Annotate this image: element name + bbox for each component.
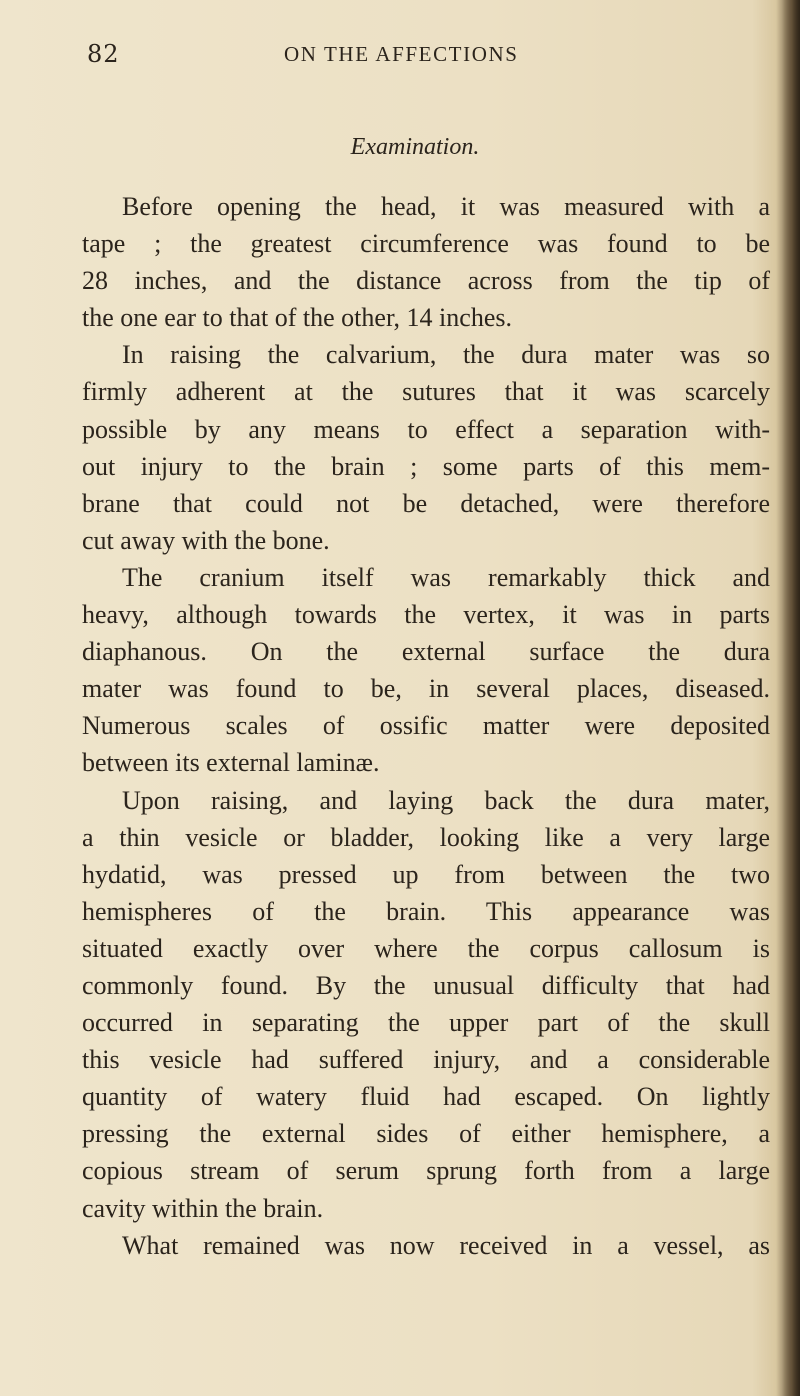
body-line: hemispheres of the brain. This appearance was (82, 896, 770, 926)
body-line: hydatid, was pressed up from between the two (82, 859, 770, 889)
body-text (82, 188, 770, 1264)
page-edge-shadow (782, 0, 800, 1396)
body-line: cut away with the bone. (82, 525, 330, 555)
body-line: brane that could not be detached, were therefore (82, 488, 770, 518)
section-title: Examination. (350, 134, 480, 160)
body-line: a thin vesicle or bladder, looking like a very large (82, 822, 770, 852)
body-line: Before opening the head, it was measured with a (122, 192, 770, 221)
body-line: between its external laminæ. (82, 748, 380, 778)
body-line: What remained was now received in a vessel, as (122, 1230, 770, 1260)
body-line: out injury to the brain ; some parts of this mem- (82, 451, 770, 481)
page-number: 82 (87, 40, 120, 68)
body-line: pressing the external sides of either hemisphere, a (82, 1119, 770, 1149)
body-line: the one ear to that of the other, 14 inches. (82, 303, 512, 333)
body-line: Numerous scales of ossific matter were deposited (82, 711, 770, 741)
body-line: commonly found. By the unusual difficulty that had (82, 970, 770, 1000)
body-line: copious stream of serum sprung forth from a large (82, 1156, 770, 1186)
body-line: possible by any means to effect a separation with- (82, 414, 770, 444)
body-line: diaphanous. On the external surface the dura (82, 637, 770, 667)
body-line: quantity of watery fluid had escaped. On lightly (82, 1082, 770, 1112)
body-line: mater was found to be, in several places, diseased. (82, 674, 770, 704)
running-head (0, 40, 800, 80)
body-line: heavy, although towards the vertex, it was in parts (82, 600, 770, 630)
body-line: The cranium itself was remarkably thick and (122, 562, 770, 592)
body-line: occurred in separating the upper part of the skull (82, 1008, 770, 1038)
body-line: In raising the calvarium, the dura mater was so (122, 340, 770, 370)
body-line: tape ; the greatest circumference was found to be (82, 229, 770, 259)
body-line: Upon raising, and laying back the dura mater, (122, 785, 770, 815)
body-line: 28 inches, and the distance across from the tip of (82, 266, 770, 296)
body-line: this vesicle had suffered injury, and a considerable (82, 1045, 770, 1075)
running-head-title: ON THE AFFECTIONS (284, 42, 519, 66)
body-line: firmly adherent at the sutures that it was scarcely (82, 377, 770, 407)
body-line: situated exactly over where the corpus callosum is (82, 933, 770, 963)
body-line: cavity within the brain. (82, 1193, 324, 1223)
